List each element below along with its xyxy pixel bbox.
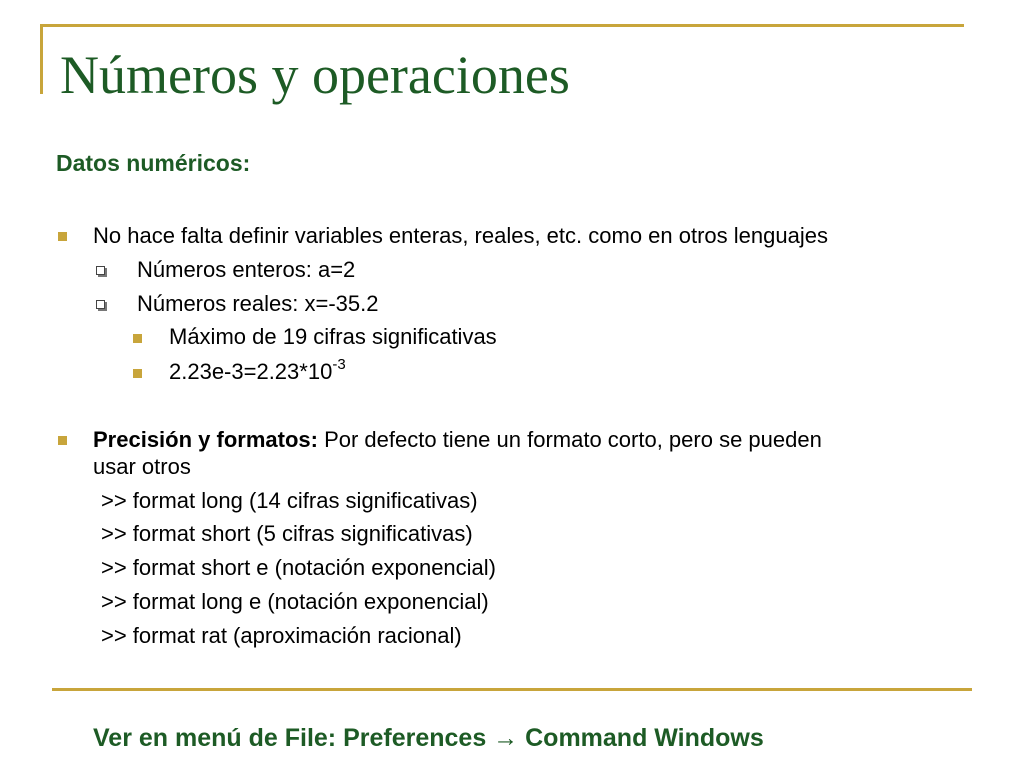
command-line: >> format short e (notación exponencial) <box>101 555 497 580</box>
footer-divider <box>52 688 972 691</box>
notation-base: 2.23e-3=2.23*10 <box>169 359 333 384</box>
subsub-bullet-scientific-notation <box>169 358 346 389</box>
command-line: >> format long (14 cifras significativas) <box>101 488 478 513</box>
hollow-square-bullet-icon <box>96 266 105 275</box>
square-bullet-icon <box>58 232 67 241</box>
bullet-precision-formats <box>93 426 822 454</box>
sub-bullet-reals: Números reales: x=-35.2 <box>137 291 379 316</box>
title-frame-top-line <box>40 24 964 27</box>
hollow-square-bullet-icon <box>96 300 105 309</box>
command-line: >> format rat (aproximación racional) <box>101 623 462 648</box>
footer-note: Ver en menú de File: Preferences → Command Windows <box>93 724 764 752</box>
title-frame-left-line <box>40 24 43 94</box>
command-line: >> format long e (notación exponencial) <box>101 589 489 614</box>
sub-bullet-integers: Números enteros: a=2 <box>137 257 356 282</box>
precision-label: Precisión y formatos: <box>93 427 318 452</box>
square-bullet-icon <box>58 436 67 445</box>
notation-exponent: -3 <box>332 356 346 373</box>
subsub-bullet-max-digits: Máximo de 19 cifras significativas <box>169 324 497 349</box>
square-bullet-icon <box>133 369 142 378</box>
bullet-variables: No hace falta definir variables enteras, reales, etc. como en otros lenguajes <box>93 223 828 248</box>
square-bullet-icon <box>133 334 142 343</box>
section-heading: Datos numéricos: <box>56 150 251 176</box>
slide-title: Números y operaciones <box>60 45 570 105</box>
command-line: >> format short (5 cifras significativas) <box>101 521 473 546</box>
precision-text-continuation: usar otros <box>93 454 191 479</box>
precision-text: Por defecto tiene un formato corto, pero se pueden <box>317 427 822 452</box>
